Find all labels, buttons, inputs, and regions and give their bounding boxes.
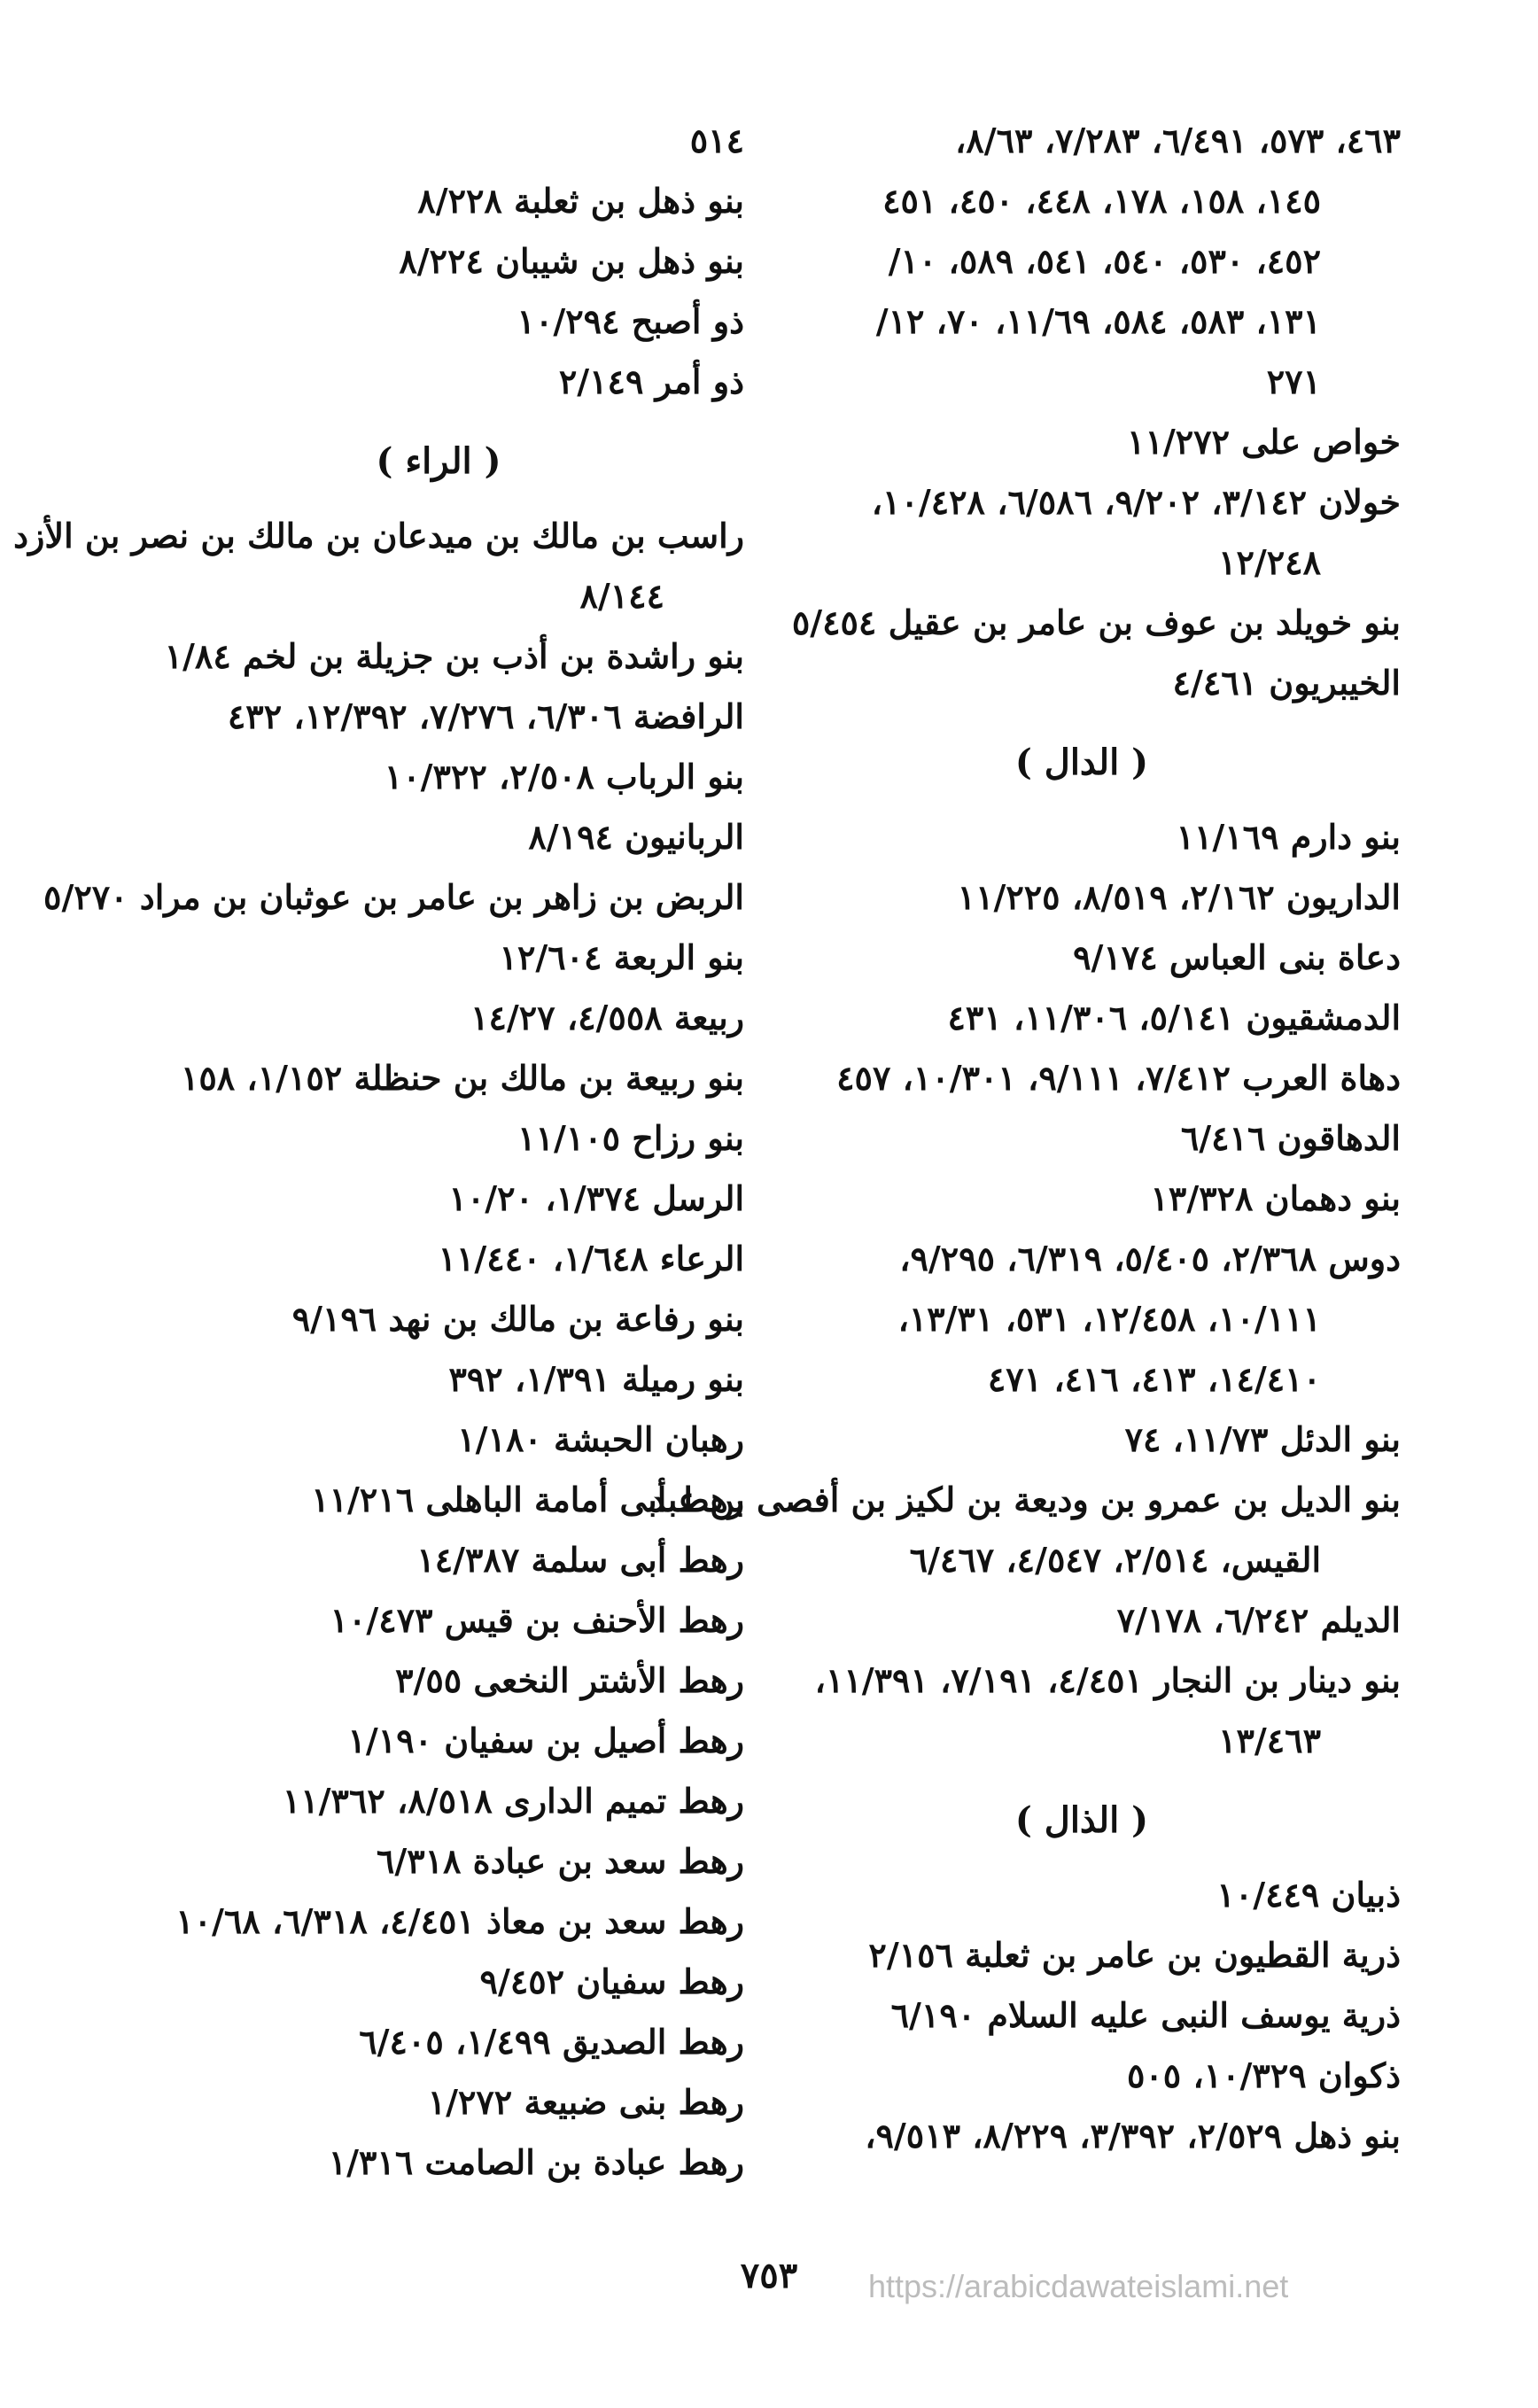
index-entry-line: دوس ٢/٣٦٨، ٥/٤٠٥، ٦/٣١٩، ٩/٢٩٥،: [899, 1239, 1401, 1278]
right-column-entries-top: [763, 111, 1401, 713]
index-entry-line: الربانيون ٨/١٩٤: [528, 817, 744, 857]
index-entry-line: راسب بن مالك بن ميدعان بن مالك بن نصر بن الأزد: [13, 516, 744, 555]
index-entry-line: بنو رزاح ١١/١٠٥: [517, 1118, 744, 1158]
watermark-url: https://arabicdawateislami.net: [868, 2268, 1289, 2304]
index-entry-line: بنو الربعة ١٢/٦٠٤: [499, 937, 744, 977]
section-heading-dal: ( الدال ): [1014, 742, 1149, 783]
index-entry-line: بنو ذهل ٢/٥٢٩، ٣/٣٩٢، ٨/٢٢٩، ٩/٥١٣،: [865, 2116, 1401, 2156]
index-entry-line: ١٣١، ٥٨٣، ٥٨٤، ١١/٦٩، ٧٠، ١٢/: [875, 301, 1321, 341]
index-entry-line: ذو أصبح ١٠/٢٩٤: [517, 301, 744, 341]
index-entry-line: ٨/١٤٤: [579, 576, 664, 616]
index-entry-line: ذو أمر ٢/١٤٩: [558, 361, 744, 401]
index-entry-line: ذبيان ١٠/٤٤٩: [1216, 1875, 1401, 1915]
index-entry-line: بنو رفاعة بن مالك بن نهد ٩/١٩٦: [291, 1299, 744, 1339]
index-entry-line: رهط سفيان ٩/٤٥٢: [479, 1961, 744, 2001]
index-entry-line: رهط عبادة بن الصامت ١/٣١٦: [328, 2142, 744, 2182]
index-entry-line: ٥١٤: [689, 120, 744, 160]
index-entry-line: رهط سعد بن معاذ ٤/٤٥١، ٦/٣١٨، ١٠/٦٨: [175, 1901, 744, 1941]
index-entry-line: ١٤/٤١٠، ٤١٣، ٤١٦، ٤٧١: [987, 1359, 1321, 1399]
index-entry-line: بنو دينار بن النجار ٤/٤٥١، ٧/١٩١، ١١/٣٩١،: [814, 1660, 1401, 1700]
index-entry-line: ذرية القطيون بن عامر بن ثعلبة ٢/١٥٦: [868, 1935, 1401, 1975]
index-entry-line: الرافضة ٦/٣٠٦، ٧/٢٧٦، ١٢/٣٩٢، ٤٣٢: [227, 696, 744, 736]
index-entry-line: ذرية يوسف النبى عليه السلام ٦/١٩٠: [890, 1995, 1401, 2035]
index-entry-line: بنو ذهل بن شيبان ٨/٢٢٤: [399, 241, 744, 281]
index-entry-line: بنو دارم ١١/١٦٩: [1176, 817, 1401, 857]
index-entry-line: رهط سعد بن عبادة ٦/٣١٨: [376, 1841, 744, 1881]
index-entry-line: بنو دهمان ١٣/٣٢٨: [1150, 1178, 1401, 1218]
index-entry-line: خولان ٣/١٤٢، ٩/٢٠٢، ٦/٥٨٦، ١٠/٤٢٨،: [871, 482, 1401, 522]
index-entry-line: بنو رميلة ١/٣٩١، ٣٩٢: [448, 1359, 744, 1399]
index-entry-line: بنو الدئل ١١/٧٣، ٧٤: [1124, 1419, 1401, 1459]
right-column-entries-dal: [649, 807, 1401, 1771]
index-entry-line: دهاة العرب ٧/٤١٢، ٩/١١١، ١٠/٣٠١، ٤٥٧: [836, 1058, 1401, 1098]
index-entry-line: بنو خويلد بن عوف بن عامر بن عقيل ٥/٤٥٤: [791, 602, 1401, 642]
index-entry-line: رهط أبى أمامة الباهلى ١١/٢١٦: [311, 1480, 744, 1519]
index-entry-line: بنو الرباب ٢/٥٠٨، ١٠/٣٢٢: [384, 757, 744, 796]
index-entry-line: الرعاء ١/٦٤٨، ١١/٤٤٠: [438, 1239, 744, 1278]
index-entry-line: رهط أبى سلمة ١٤/٣٨٧: [416, 1540, 744, 1580]
index-entry-line: رهط الأشتر النخعى ٣/٥٥: [395, 1660, 744, 1700]
index-entry-line: الربض بن زاهر بن عامر بن عوثبان بن مراد ٥/٢٧٠: [43, 877, 744, 917]
index-entry-line: رهط تميم الدارى ٨/٥١٨، ١١/٣٦٢: [282, 1781, 744, 1821]
index-entry-line: خواص على ١١/٢٧٢: [1127, 422, 1401, 462]
index-entry-line: الديلم ٦/٢٤٢، ٧/١٧٨: [1116, 1600, 1401, 1640]
index-entry-line: ١٠/١١١، ١٢/٤٥٨، ٥٣١، ١٣/٣١،: [897, 1299, 1321, 1339]
left-column-entries-top: [133, 111, 744, 412]
page-number: ٧٥٣: [740, 2255, 798, 2296]
index-entry-line: رهط الصديق ١/٤٩٩، ٦/٤٠٥: [359, 2022, 744, 2062]
index-entry-line: ٤٥٢، ٥٣٠، ٥٤٠، ٥٤١، ٥٨٩، ١٠/: [888, 241, 1321, 281]
index-entry-line: القيس، ٢/٥١٤، ٤/٥٤٧، ٦/٤٦٧: [909, 1540, 1321, 1580]
section-heading-dhal: ( الذال ): [1014, 1799, 1149, 1841]
index-entry-line: الرسل ١/٣٧٤، ١٠/٢٠: [448, 1178, 744, 1218]
index-entry-line: الدمشقيون ٥/١٤١، ١١/٣٠٦، ٤٣١: [947, 998, 1401, 1037]
left-column-entries-ra: [13, 506, 744, 2193]
index-entry-line: ١٢/٢٤٨: [1218, 542, 1321, 582]
index-entry-line: ٤٦٣، ٥٧٣، ٦/٤٩١، ٧/٢٨٣، ٨/٦٣،: [955, 120, 1401, 160]
index-entry-line: الدهاقون ٦/٤١٦: [1180, 1118, 1401, 1158]
index-entry-line: الداريون ٢/١٦٢، ٨/٥١٩، ١١/٢٢٥: [957, 877, 1401, 917]
index-entry-line: رهط أصيل بن سفيان ١/١٩٠: [347, 1721, 744, 1760]
index-entry-line: الخيبريون ٤/٤٦١: [1172, 663, 1401, 703]
index-entry-line: بنو راشدة بن أذب بن جزيلة بن لخم ١/٨٤: [164, 636, 744, 676]
index-entry-line: ذكوان ١٠/٣٢٩، ٥٠٥: [1126, 2055, 1401, 2095]
section-heading-ra: ( الراء ): [376, 440, 501, 482]
left-column: [13, 111, 744, 2193]
index-entry-line: رهط بنى ضبيعة ١/٢٧٢: [427, 2082, 744, 2122]
right-column-entries-dhal: [763, 1865, 1401, 2166]
index-entry-line: ١٣/٤٦٣: [1218, 1721, 1321, 1760]
index-entry-line: ٢٧١: [1266, 361, 1321, 401]
index-entry-line: ١٤٥، ١٥٨، ١٧٨، ٤٤٨، ٤٥٠، ٤٥١: [882, 181, 1321, 221]
index-entry-line: ربيعة ٤/٥٥٨، ١٤/٢٧: [470, 998, 744, 1037]
index-entry-line: بنو ربيعة بن مالك بن حنظلة ١/١٥٢، ١٥٨: [180, 1058, 744, 1098]
index-entry-line: بنو الديل بن عمرو بن وديعة بن لكيز بن أفصى بن عبد: [649, 1480, 1401, 1519]
index-entry-line: رهبان الحبشة ١/١٨٠: [457, 1419, 744, 1459]
index-entry-line: دعاة بنى العباس ٩/١٧٤: [1073, 937, 1401, 977]
index-entry-line: رهط الأحنف بن قيس ١٠/٤٧٣: [330, 1600, 744, 1640]
index-entry-line: بنو ذهل بن ثعلبة ٨/٢٢٨: [417, 181, 744, 221]
